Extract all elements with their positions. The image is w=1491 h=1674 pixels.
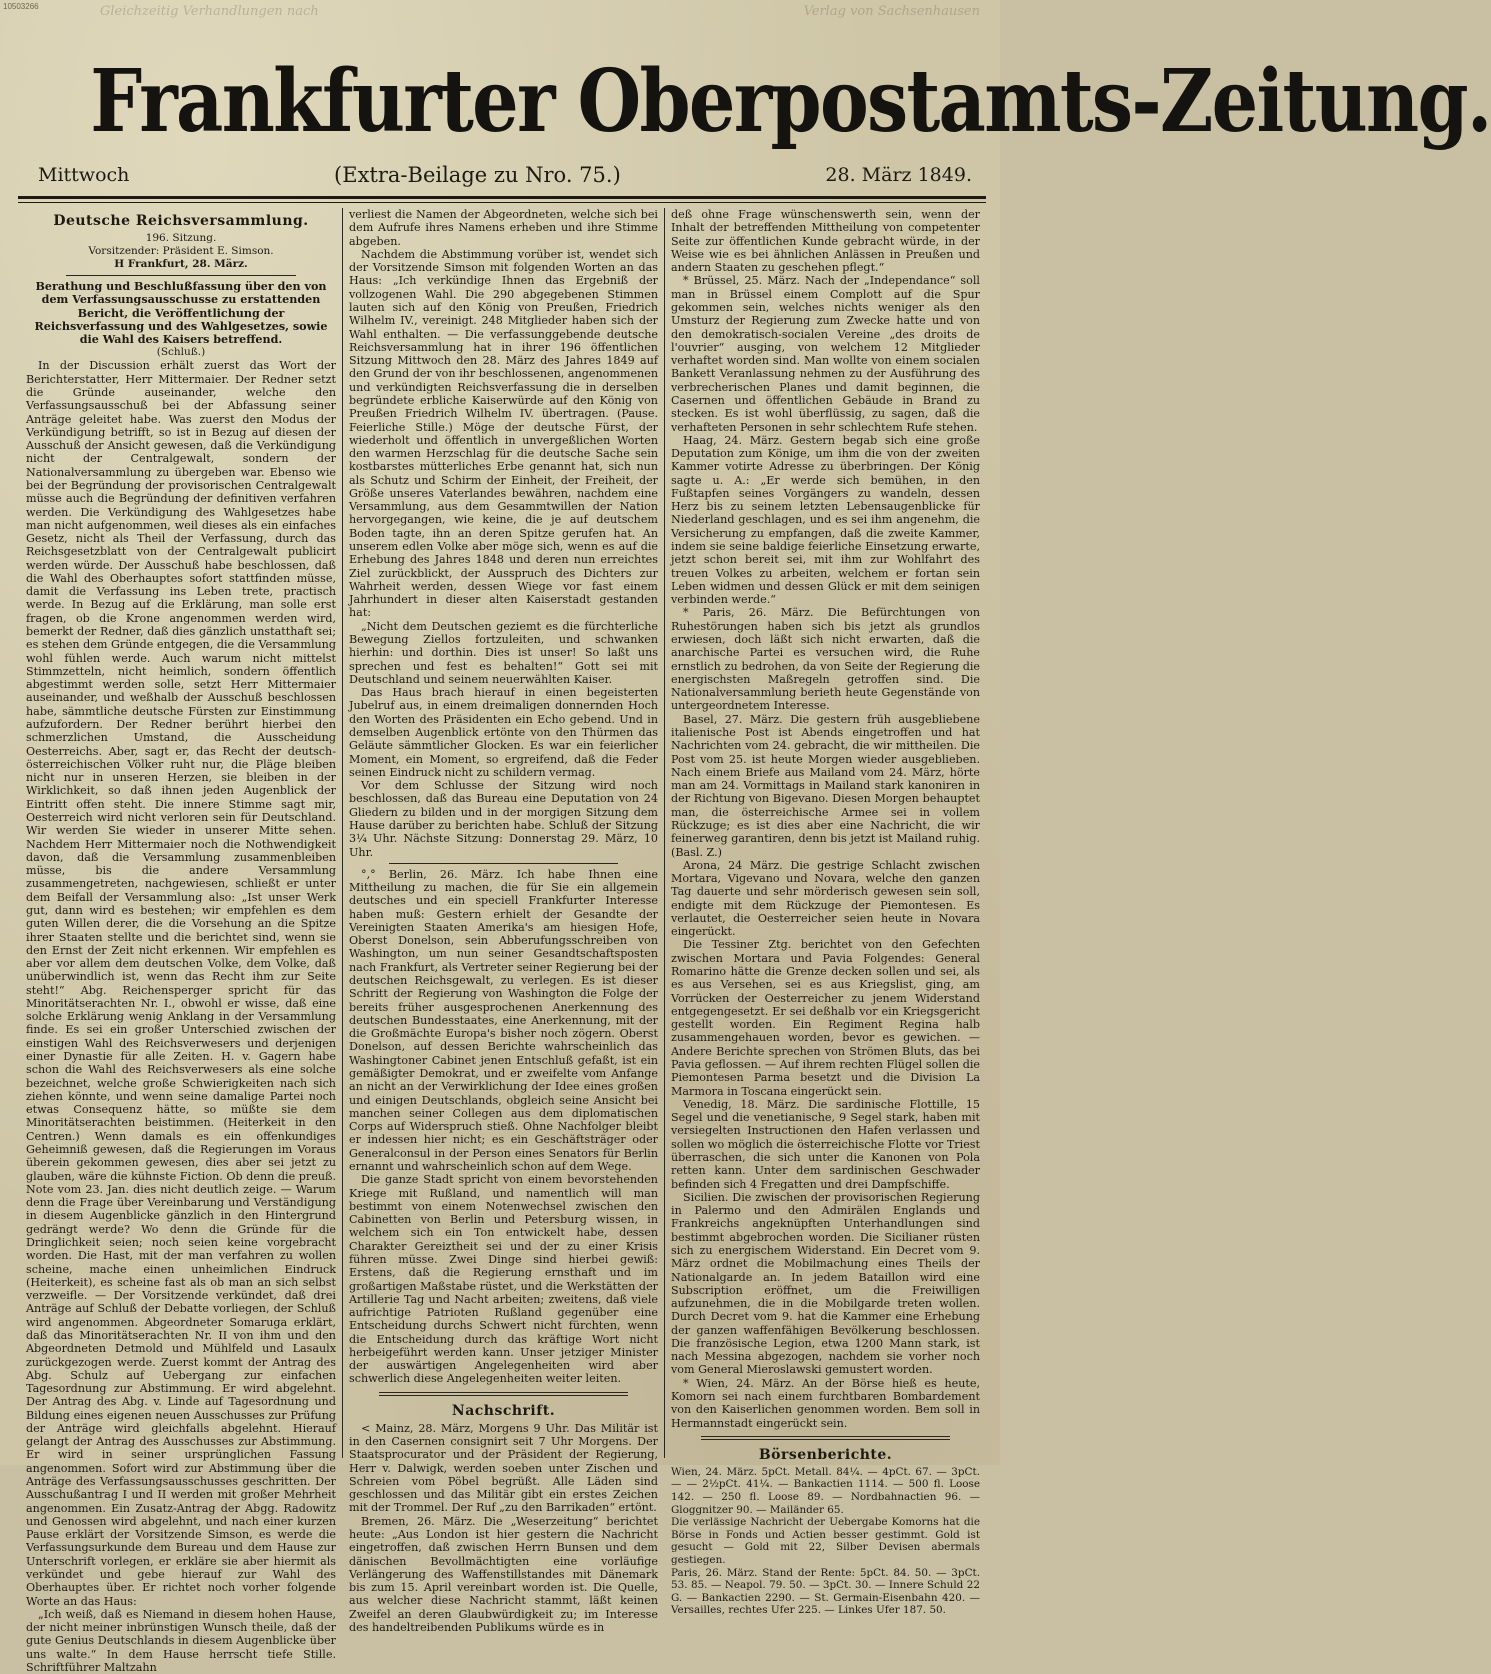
finance-entry: Paris, 26. März. Stand der Rente: 5pCt. 84. 50. — 3pCt. 53. 85. — Neapol. 79. 50. — 3pCt. 30. — Innere Schuld 22 G. — Bankactien 2290. — St. Germain-Eisenbahn 420. — Versailles, rechtes Ufer 225. — Linkes Ufer 187. 50. [671,1566,980,1617]
article-dateline: H Frankfurt, 28. März. [114,258,248,270]
weekday: Mittwoch [38,164,130,186]
article-paragraph: * Paris, 26. März. Die Befürchtungen von Ruhestörungen haben sich bis jetzt als grundlos erwiesen, doch läßt sich nicht erwarten, daß die anarchische Partei es versuchen wird, die Ruhe ernstlich zu bedrohen, da von Seite der Regierung die energischsten Maßregeln getroffen sind. Die Nationalversammlung berieth heute Gegenstände von untergeordnetem Interesse. [671,606,980,713]
bleed-through-text-left: Gleichzeitig Verhandlungen nach [100,4,319,19]
finance-heading: Börsenberichte. [758,1446,893,1463]
article-paragraph: „Nicht dem Deutschen geziemt es die fürchterliche Bewegung Ziellos fortzuleiten, und schwanken hierhin: und dorthin. Dies ist unser! So laßt uns sprechen und fest es behalten!“ Gott sei mit Deutschland und seinem neuerwählten Kaiser. [349,619,658,686]
article-lead: Berathung und Beschlußfassung über den von dem Verfassungsausschusse zu erstattenden Bericht, die Veröffentlichung der Reichsverfassung und des Wahlgesetzes, sowie die Wahl des Kaisers betreffend. [34,280,328,347]
issue-label: (Extra-Beilage zu Nro. 75.) [334,163,621,187]
column-2 [342,208,664,1634]
article-paragraph: * Wien, 24. März. An der Börse hieß es heute, Komorn sei nach einem furchtbaren Bombardement von den Kaiserlichen genommen worden. Bem soll in Hermannstadt eingerückt sein. [671,1376,980,1430]
column-3 [664,208,986,1617]
article-paragraph: Bremen, 26. März. Die „Weserzeitung“ berichtet heute: „Aus London ist hier gestern die Nachricht eingetroffen, daß zwischen Herrn Bunsen und dem dänischen Bevollmächtigten eine vorläufige Verlängerung des Waffenstillstandes mit Dänemark bis zum 15. April vereinbart worden ist. Die Quelle, aus welcher diese Nachricht stammt, läßt keinen Zweifel an deren Glaubwürdigkeit zu; im Interesse des handeltreibenden Publikums würde es in [349,1514,658,1634]
article-paragraph: „Ich weiß, daß es Niemand in diesem hohen Hause, der nicht meiner inbrünstigen Wunsch theile, daß der gute Genius Deutschlands in diesem Augenblicke über uns walte.“ In dem Hause herrscht tiefe Stille. Schriftführer Maltzahn [26,1607,336,1674]
article-paragraph: deß ohne Frage wünschenswerth sein, wenn der Inhalt der betreffenden Mittheilung von competenter Seite zur öffentlichen Kunde gebracht würde, in der Weise wie es bei ähnlichen Anlässen in Preußen und andern Staaten zu geschehen pflegt.“ [671,208,980,275]
finance-entry: Wien, 24. März. 5pCt. Metall. 84¼. — 4pCt. 67. — 3pCt. — — 2½pCt. 41¼. — Bankactien 1114. — 500 fl. Loose 142. — 250 fl. Loose 89. — Nordbahnactien 96. — Gloggnitzer 90. — Mailänder 65. [671,1465,980,1516]
issue-date: 28. März 1849. [825,164,972,186]
finance-entry: Die verlässige Nachricht der Uebergabe Komorns hat die Börse in Fonds und Actien besser gestimmt. Gold ist gesucht — Gold mit 22, Silber Devisen abermals gestiegen. [671,1516,980,1567]
column-1 [20,208,342,1674]
divider [66,275,296,276]
article-paragraph: °,° Berlin, 26. März. Ich habe Ihnen eine Mittheilung zu machen, die für Sie ein allgemein deutsches und ein speciell Frankfurter Interesse haben muß: Gestern erhielt der Gesandte der Vereinigten Staaten Amerika's am hiesigen Hofe, Oberst Donelson, sein Abberufungsschreiben von Washington, um nun seiner Gesandtschaftsposten nach Frankfurt, als Vertreter seiner Regierung bei der deutschen Reichsgewalt, zu verlegen. Es ist dieser Schritt der Regierung von Washington die Folge der bereits früher ausgesprochenen Anerkennung des deutschen Bundesstaates, eine Anerkennung, mit der die Großmächte Europa's bisher noch zögern. Oberst Donelson, auf dessen Berichte wahrscheinlich das Washingtoner Cabinet jenen Entschluß gefaßt, ist ein gemäßigter Demokrat, und er zweifelte vom Anfange an nicht an der Verwirklichung der Idee eines großen und einigen Deutschlands, obgleich seine Ansicht bei manchen seiner Collegen aus dem diplomatischen Corps auf Widerspruch stieß. Ohne Nachfolger bleibt er indessen hier nicht; es ein Geschäftsträger oder Generalconsul in der Person eines Senators für Berlin ernannt und wahrscheinlich schon auf dem Wege. [349,867,658,1173]
columns [20,208,986,1674]
article-paragraph: In der Discussion erhält zuerst das Wort der Berichterstatter, Herr Mittermaier. Der Redner setzt die Gründe auseinander, welche den Verfassungsausschuß bei der Abfassung seiner Anträge geleitet habe. Was zuerst den Modus der Verkündigung betrifft, so ist in Bezug auf diesen der Ausschuß der Ansicht gewesen, daß die Verkündigung nicht der Centralgewalt, sondern der Nationalversammlung zu übergeben war. Ebenso wie bei der Begründung der provisorischen Centralgewalt müsse auch die Begründung der definitiven verfahren werden. Die Verkündigung des Wahlgesetzes habe man nicht aufgenommen, weil dieses als ein einfaches Gesetz, nicht als Theil der Verfassung, durch das Reichsgesetzblatt von der Centralgewalt publicirt werden würde. Der Ausschuß habe beschlossen, daß die Wahl des Oberhauptes sofort stattfinden müsse, damit die Verfassung ins Leben trete, practisch werde. In Bezug auf die Erklärung, man solle erst fragen, ob die Krone angenommen werden wird, bemerkt der Redner, daß dies gänzlich unstatthaft sei; es stehen dem Gründe entgegen, die die Versammlung wohl fühlen werde. Auch warum nicht mittelst Stimmzetteln, nicht heimlich, sondern öffentlich abgestimmt werden solle, setzt Herr Mittermaier auseinander, und weßhalb der Ausschuß beschlossen habe, sämmtliche deutsche Fürsten zur Einstimmung aufzufordern. Der Redner berührt hierbei den schmerzlichen Umstand, die Ausscheidung Oesterreichs. Aber, sagt er, das Recht der deutsch-österreichischen Völker ruht nur, die Pläge bleiben nicht nur in unseren Herzen, sie bleiben in der Wirklichkeit, so daß ihnen jeden Augenblick der Eintritt offen steht. Die innere Stimme sagt mir, Oesterreich wird nicht verloren sein für Deutschland. Wir werden Sie wieder in unserer Mitte sehen. Nachdem Herr Mittermaier noch die Nothwendigkeit davon, daß die Versammlung zusammenbleiben müsse, bis die andere Versammlung zusammengetreten, nachgewiesen, schließt er unter dem Beifall der Versammlung also: „Ist unser Werk gut, dann wird es bestehen; wir empfehlen es dem guten Willen derer, die die Vorsehung an die Spitze ihrer Staaten stellte und die berichtet sind, wenn sie den Ernst der Zeit nicht erkennen. Wir empfehlen es aber vor allem dem deutschen Volke, dem Volke, daß unüberwindlich ist, wenn das Recht ihm zur Seite steht!“ Abg. Reichensperger spricht für das Minoritätserachten Nr. I., obwohl er wisse, daß eine solche Erklärung wenig Anklang in der Versammlung finde. Es sei ein großer Unterschied zwischen der einstigen Wahl des Reichsverwesers und derjenigen einer Dynastie für alle Zeiten. H. v. Gagern habe schon die Wahl des Reichsverwesers als eine solche bezeichnet, welche große Schwierigkeiten nach sich ziehen könnte, und wenn seine damalige Partei noch etwas Consequenz hätte, so müßte sie dem Minoritätserachten beistimmen. (Heiterkeit in den Centren.) Wenn damals es ein offenkundiges Geheimniß gewesen, daß die Regierungen im Voraus überein gekommen gewesen, dies aber sei jetzt zu glauben, wäre die kühnste Fiction. Ob denn die preuß. Note vom 23. Jan. dies nicht deutlich zeige. — Warum denn die Frage über Vereinbarung und Verständigung in diesem Augenblicke gänzlich in den Hintergrund gedrängt werde? Wo denn die Gründe für die Dringlichkeit seien; noch seien keine vorgebracht worden. Die Hast, mit der man verfahren zu wollen scheine, mache einen unheimlichen Eindruck (Heiterkeit), es scheine fast als ob man an sich selbst verzweifle. — Der Vorsitzende verkündet, daß drei Anträge auf Schluß der Debatte vorliegen, der Schluß wird angenommen. Abgeordneter Somaruga erklärt, daß das Minoritätserachten Nr. II von ihm und den Abgeordneten Detmold und Mühlfeld und Lasaulx zurückgezogen werde. Zuerst kommt der Antrag des Abg. Schulz auf Uebergang zur einfachen Tagesordnung zur Abstimmung. Er wird abgelehnt. Der Antrag des Abg. v. Linde auf Tagesordnung und Bildung eines eigenen neuen Ausschusses zur Prüfung der Anträge wird gleichfalls abgelehnt. Hierauf gelangt der Antrag des Ausschusses zur Abstimmung. Er wird in seiner ursprünglichen Fassung angenommen. Sofort wird zur Abstimmung über die Anträge des Verfassungsausschusses geschritten. Der Ausschußantrag I und II werden mit großer Mehrheit angenommen. Ein Zusatz-Antrag der Abgg. Radowitz und Genossen wird abgelehnt, und nach einer kurzen Pause erklärt der Vorsitzende Simson, es werde die Verfassungsurkunde dem Bureau und dem Hause zur Unterschrift vorlegen, er erkläre sie aber hiermit als verkündet und gebe hierauf zur Wahl des Oberhauptes über. Er richtet noch vorher folgende Worte an das Haus: [26,359,336,1608]
masthead-title: Frankfurter Oberpostamts-Zeitung. [90,51,1491,152]
catalog-id: 10503266 [3,2,39,11]
postscript-heading: Nachschrift. [451,1402,556,1419]
article-paragraph: Die ganze Stadt spricht von einem bevorstehenden Kriege mit Rußland, und namentlich will man bestimmt von einem Notenwechsel zwischen den Cabinetten von Berlin und Petersburg wissen, in welchem sich ein Ton entwickelt habe, dessen Charakter Gereiztheit sei und der zu einer Krisis führen müsse. Zwei Dinge sind hierbei gewiß: Erstens, daß die Regierung ernsthaft und im großartigen Maßstabe rüstet, und die Werkstätten der Artillerie Tag und Nacht arbeiten; zweitens, daß viele aufrichtige Patrioten Rußland gegenüber eine Entscheidung durchs Schwert nicht fürchten, wenn die Entscheidung durch das kräftige Wort nicht herbeigeführt werden kann. Unser jetziger Minister der auswärtigen Angelegenheiten wird aber schwerlich diese Angelegenheiten weiter leiten. [349,1173,658,1386]
section-heading: Deutsche Reichsversammlung. [53,213,309,229]
finance-reports [671,1466,980,1617]
divider [389,863,618,864]
article-paragraph: Basel, 27. März. Die gestern früh ausgebliebene italienische Post ist Abends eingetroffen und hat Nachrichten vom 24. gebracht, die wir mittheilen. Die Post vom 25. ist heute Morgen wieder ausgeblieben. Nach einem Briefe aus Mailand vom 24. März, hörte man am 24. Vormittags in Mailand stark kanoniren in der Richtung von Bigevano. Diesen Morgen behauptet man, die österreichische Armee sei in vollem Rückzuge; es ist dies aber eine Nachricht, die wir feinerweg garantiren, denn bis jetzt ist Mailand ruhig. (Basl. Z.) [671,712,980,859]
divider [379,1392,628,1396]
article-paragraph: < Mainz, 28. März, Morgens 9 Uhr. Das Militär ist in den Casernen consignirt seit 7 Uhr Morgens. Der Staatsprocurator und der Präsident der Regierung, Herr v. Dalwigk, werden soeben unter Zischen und Schreien vom Pöbel begrüßt. Alle Läden sind geschlossen und das Militär gibt ein erstes Zeichen mit der Trommel. Der Ruf „zu den Barrikaden“ ertönt. [349,1421,658,1515]
article-paragraph: Das Haus brach hierauf in einen begeisterten Jubelruf aus, in einem dreimaligen donnernden Hoch den Worten des Präsidenten ein Echo gebend. Und in demselben Augenblick ertönte von den Thürmen das Geläute sämmtlicher Glocken. Es war ein feierlicher Moment, ein Moment, so ergreifend, daß die Feder seinen Eindruck nicht zu schildern vermag. [349,686,658,779]
article-paragraph: Vor dem Schlusse der Sitzung wird noch beschlossen, daß das Bureau eine Deputation von 24 Gliedern zu bilden und in der morgigen Sitzung dem Hause darüber zu berichten habe. Schluß der Sitzung 3¼ Uhr. Nächste Sitzung: Donnerstag 29. März, 10 Uhr. [349,779,658,859]
article-paragraph: Nachdem die Abstimmung vorüber ist, wendet sich der Vorsitzende Simson mit folgenden Worten an das Haus: „Ich verkündige Ihnen das Ergebniß der vollzogenen Wahl. Die 290 abgegebenen Stimmen lauten sich auf den König von Preußen, Friedrich Wilhelm IV., vereinigt. 248 Mitglieder haben sich der Wahl enthalten. — Die verfassunggebende deutsche Reichsversammlung hat in ihrer 196 öffentlichen Sitzung Mittwoch den 28. März des Jahres 1849 auf den Grund der von ihr beschlossenen, angenommenen und verkündigten Reichsverfassung die in derselben begründete erbliche Kaiserwürde auf den König von Preußen Friedrich Wilhelm IV. übertragen. (Pause. Feierliche Stille.) Möge der deutsche Fürst, der wiederholt und öffentlich in unvergeßlichen Worten den warmen Herzschlag für die deutsche Sache sein kostbarstes mütterliches Erbe genannt hat, sich nun als Schutz und Schirm der Einheit, der Freiheit, der Größe unseres Vaterlandes bewähren, nachdem eine Versammlung, aus dem Gesammtwillen der Nation hervorgegangen, wie keine, die je auf deutschem Boden tagte, ihn an deren Spitze gerufen hat. An unserem edlen Volke aber möge sich, wenn es auf die Erhebung des Jahres 1848 und deren nun erreichtes Ziel zurückblickt, der Ausspruch des Dichters zur Wahrheit werden, dessen Wiege vor fast einem Jahrhundert in dieser alten Kaiserstadt gestanden hat: [349,247,658,620]
continuation-note: (Schluß.) [156,346,206,359]
bleed-through-text-right: Verlag von Sachsenhausen [803,4,980,19]
article-paragraph: Die Tessiner Ztg. berichtet von den Gefechten zwischen Mortara und Pavia Folgendes: General Romarino hätte die Grenze decken sollen und sei, als es aus Versehen, sei es aus Kriegslist, ging, am Vorrücken der Oesterreicher zu jenem Widerstand entgegengesetzt. Er sei deßhalb vor ein Kriegsgericht gestellt worden. Ein Regiment Regina halb zusammengehauen worden, bevor es gewichen. — Andere Berichte sprechen von Strömen Bluts, das bei Pavia geflossen. — Auf ihrem rechten Flügel sollen die Piemontesen Parma besetzt und die Division La Marmora in Toscana eingerückt sein. [671,938,980,1098]
chair-line: Vorsitzender: Präsident E. Simson. [88,245,274,257]
article-paragraph: Venedig, 18. März. Die sardinische Flottille, 15 Segel und die venetianische, 9 Segel stark, haben mit versiegelten Instructionen den Hafen verlassen und sollen wo möglich die österreichische Flotte vor Triest überraschen, die sich unter die Kanonen von Pola retten kann. Unter dem sardinischen Geschwader befinden sich 4 Fregatten und drei Dampfschiffe. [671,1097,980,1191]
article-paragraph: Sicilien. Die zwischen der provisorischen Regierung in Palermo und den Admirälen Englands und Frankreichs angeknüpften Unterhandlungen sind bestimmt abgebrochen worden. Die Sicilianer rüsten sich zu energischem Widerstand. Ein Decret vom 9. März ordnet die Mobilmachung eines Theils der Nationalgarde an. In jedem Bataillon wird eine Subscription eröffnet, um die Freiwilligen aufzunehmen, die in die Mobilgarde treten wollen. Durch Decret vom 9. hat die Kammer eine Erhebung der ganzen waffenfähigen Bevölkerung beschlossen. Die französische Legion, etwa 1200 Mann stark, ist nach Messina abgezogen, nachdem sie vorher noch vom General Mieroslawski gemustert worden. [671,1190,980,1377]
article-paragraph: Arona, 24 März. Die gestrige Schlacht zwischen Mortara, Vigevano und Novara, welche den ganzen Tag dauerte und sehr mörderisch gewesen sein soll, endigte mit dem Rückzuge der Piemontesen. Es verlautet, die Oesterreicher seien heute in Novara eingerückt. [671,858,980,939]
article-paragraph: * Brüssel, 25. März. Nach der „Independance“ soll man in Brüssel einem Complott auf die Spur gekommen sein, welches nichts weniger als den Umsturz der Regierung zum Zwecke hatte und von den demokratisch-socialen Vereine „des droits de l'ouvrier“ ausging, von welchem 12 Mitglieder verhaftet worden sind. Man wollte von einem socialen Bankett Veranlassung nehmen zu der Ausführung des verbrecherischen Planes und damit beginnen, die Casernen und öffentlichen Gebäude in Brand zu stecken. Es ist wohl überflüssig, zu sagen, daß die verhafteten Personen in sehr schlechtem Rufe stehen. [671,274,980,434]
article-paragraph: verliest die Namen der Abgeordneten, welche sich bei dem Aufrufe ihres Namens erheben und ihre Stimme abgeben. [349,208,658,248]
divider [701,1436,950,1440]
masthead-rule [18,196,986,203]
sitting-number: 196. Sitzung. [145,232,217,244]
article-paragraph: Haag, 24. März. Gestern begab sich eine große Deputation zum Könige, um ihm die von der zweiten Kammer votirte Adresse zu überbringen. Der König sagte u. A.: „Er werde sich bemühen, in den Fußtapfen seines Vorgängers zu wandeln, dessen Herz bis zu seinem letzten Lebensaugenblicke für Niederland geschlagen, und es sei ihm angenehm, die Versicherung zu empfangen, daß die zweite Kammer, indem sie seine baldige feierliche Einsetzung erwarte, jetzt schon bereit sei, mit ihm zur Wohlfahrt des treuen Volkes zu arbeiten, welchem er fortan sein Leben widmen und dessen Glück er mit dem seinigen verbinden werde.“ [671,433,980,607]
dateline [38,162,972,188]
